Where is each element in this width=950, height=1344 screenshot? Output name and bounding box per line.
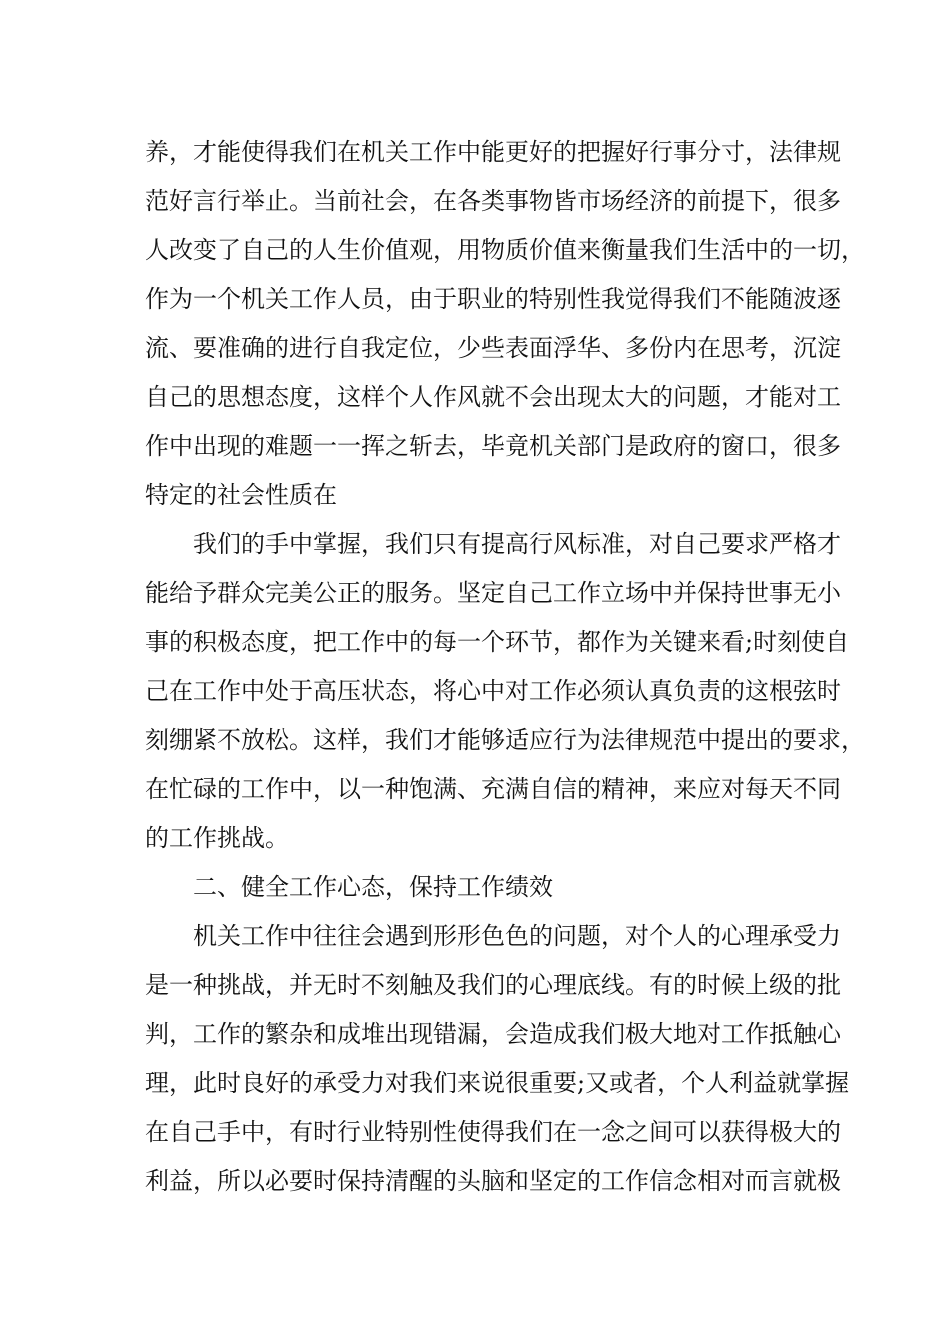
text-line: 在忙碌的工作中，以一种饱满、充满自信的精神，来应对每天不同 [145, 775, 841, 803]
body-text [145, 128, 865, 1206]
paragraph-first-line: 我们的手中掌握，我们只有提高行风标准，对自己要求严格才 [193, 530, 841, 558]
text-line: 特定的社会性质在 [145, 481, 337, 509]
text-line: 作为一个机关工作人员，由于职业的特别性我觉得我们不能随波逐 [145, 285, 841, 313]
text-line: 刻绷紧不放松。这样，我们才能够适应行为法律规范中提出的要求， [145, 726, 865, 754]
text-line: 能给予群众完美公正的服务。坚定自己工作立场中并保持世事无小 [145, 579, 841, 607]
text-line: 作中出现的难题一一挥之斩去，毕竟机关部门是政府的窗口，很多 [145, 432, 841, 460]
text-line: 的工作挑战。 [145, 824, 289, 852]
paragraph-first-line: 机关工作中往往会遇到形形色色的问题，对个人的心理承受力 [193, 922, 841, 950]
text-line: 是一种挑战，并无时不刻触及我们的心理底线。有的时候上级的批 [145, 971, 841, 999]
text-line: 判，工作的繁杂和成堆出现错漏，会造成我们极大地对工作抵触心 [145, 1020, 841, 1048]
text-line: 在自己手中，有时行业特别性使得我们在一念之间可以获得极大的 [145, 1118, 841, 1146]
text-line: 范好言行举止。当前社会，在各类事物皆市场经济的前提下，很多 [145, 187, 841, 215]
text-line: 事的积极态度，把工作中的每一个环节，都作为关键来看;时刻使自 [145, 628, 850, 656]
section-heading: 二、健全工作心态，保持工作绩效 [193, 873, 553, 901]
text-line: 养，才能使得我们在机关工作中能更好的把握好行事分寸，法律规 [145, 138, 841, 166]
text-line: 流、要准确的进行自我定位，少些表面浮华、多份内在思考，沉淀 [145, 334, 841, 362]
text-line: 人改变了自己的人生价值观，用物质价值来衡量我们生活中的一切， [145, 236, 865, 264]
text-line: 己在工作中处于高压状态，将心中对工作必须认真负责的这根弦时 [145, 677, 841, 705]
text-line: 利益，所以必要时保持清醒的头脑和坚定的工作信念相对而言就极 [145, 1167, 841, 1195]
text-line: 理，此时良好的承受力对我们来说很重要;又或者，个人利益就掌握 [145, 1069, 850, 1097]
text-line: 自己的思想态度，这样个人作风就不会出现太大的问题，才能对工 [145, 383, 841, 411]
